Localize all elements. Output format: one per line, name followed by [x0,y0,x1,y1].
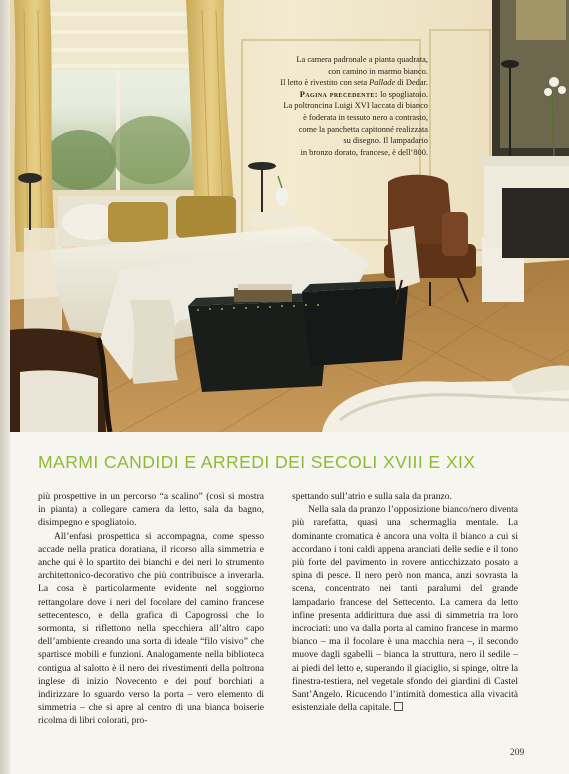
caption-line: come la panchetta capitonné realizzata [298,124,428,134]
caption-line: su disegno. Il lampadario [343,136,428,146]
article-headline: MARMI CANDIDI E ARREDI DEI SECOLI XVIII E XIX [38,452,476,472]
page-gutter [0,0,10,774]
caption-fabric-name: Pallade [369,78,396,88]
caption-line: in bronzo dorato, francese, è dell’800. [300,147,428,157]
caption-line [250,77,428,89]
caption-line [250,89,428,101]
paragraph [292,503,518,714]
caption-text: lo spogliatoio. [377,89,428,99]
paragraph-text: Nella sala da pranzo l’opposizione bianco/nero diventa più rarefatta, quasi una schermaglia mentale. La dominante cromatica è ancora una volta il bianco a cui si accordano i toni caldi appena aranciati delle sedie e il tono più forte del pavimento in rovere anticchizzato posato a spina di pesce. Il nero però non manca, anzi sovrasta la scena, concentrato nei tanti paralumi del grande lampadario francese del Settecento. La camera da letto infine presenta addirittura due assi di simmetria tra loro incrociati: uno va dalla porta al camino francese in marmo bianco – ma il focolare è una macchia nera –, il secondo muove dagli sgabelli – bianca la struttura, nero il sedile – ai piedi del letto e, superando il giaciglio, si spinge, oltre la finestra-testiera, nel vegetale sfondo dei giardini di Castel Sant’Angelo. Ricucendo l’intimità domestica alla vivacità esistenziale della capitale. [292,504,518,714]
caption-line: La camera padronale a pianta quadrata, [296,55,428,64]
page-number: 209 [510,748,525,758]
paragraph-continuation: spettando sull’atrio e sulla sala da pranzo. [292,491,452,502]
caption-text: di Dedar. [395,78,428,88]
end-of-article-mark [394,702,403,711]
paragraph: più prospettive in un percorso “a scalino” (così si mostra in pianta) a collegare camera da letto, sala da bagno, disimpegno e spogliatoio. [38,491,264,529]
article-column-left [38,490,264,728]
article-column-right [292,490,518,714]
photo-caption [250,54,428,158]
caption-line: è foderata in tessuto nero a contrasto, [303,112,428,122]
caption-line: con camino in marmo bianco. [328,66,428,76]
paragraph: All’enfasi prospettica si accompagna, come spesso accade nella pratica doratiana, il ricorso alla simmetria e anche qui è lo spartito dei bianchi e dei neri lo strumento architettonico-decorativo che più contribuisce a inverarla. La cosa è particolarmente evidente nel soggiorno rettangolare dove i neri del focolare del camino francese settecentesco, e della grafica di Capogrossi che lo sormonta, si riflettono nella specchiera all’altro capo dell’ambiente creando una sorta di ideale “filo visivo” che spartisce mobili e funzioni. Analogamente nella biblioteca contigua al salotto è il nero dei rivestimenti della poltrona inglese di inizio Novecento e dei pouf borchiati a indirizzare lo sguardo verso la porta – vero elemento di simmetria – che si apre al centro di una bianca boiserie ricolma di libri colorati, pro- [38,530,264,727]
caption-line: La poltroncina Luigi XVI laccata di bianco [283,101,428,111]
caption-label: Pagina precedente: [299,89,378,99]
caption-text: Il letto è rivestito con seta [280,78,370,88]
